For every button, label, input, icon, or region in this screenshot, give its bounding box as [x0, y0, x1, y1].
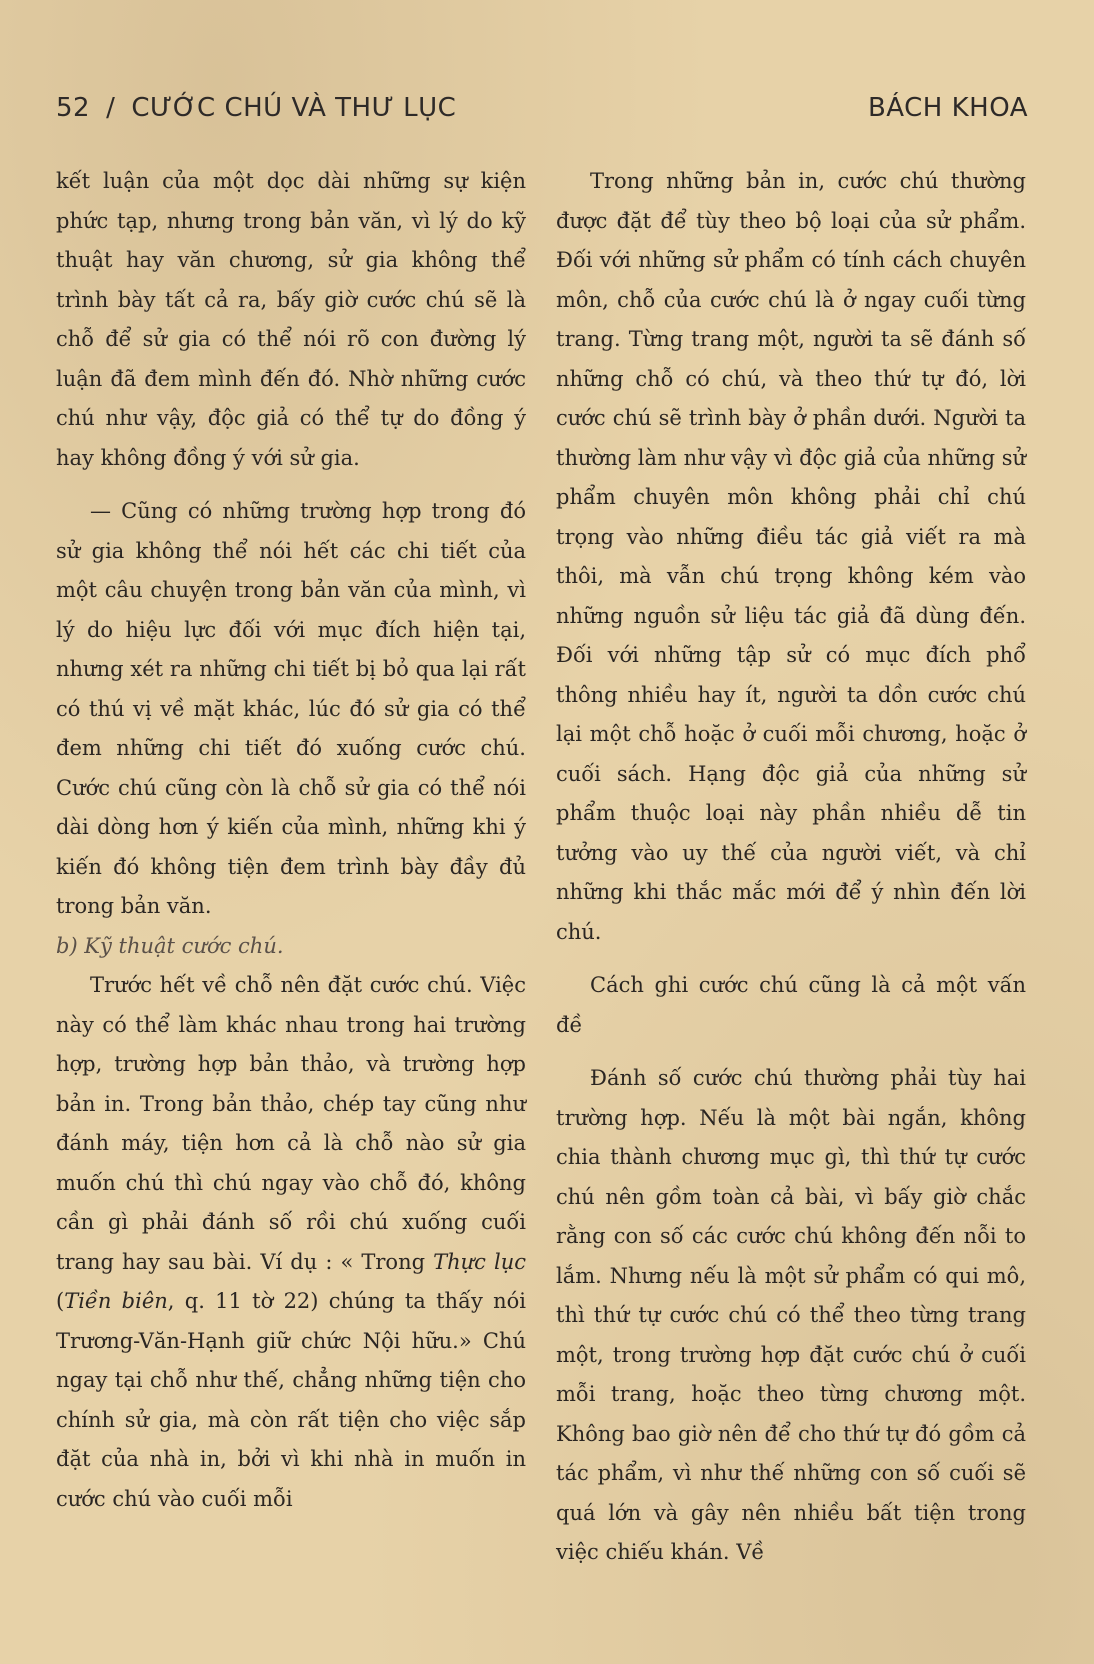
paragraph-placement — [56, 966, 526, 1519]
paragraph-printed-editions: Trong những bản in, cước chú thường được đặt để tùy theo bộ loại của sử phẩm. Đối với những sử phẩm có tính cách chuyên môn, chỗ của cước chú là ở ngay cuối từng trang. Từng trang một, người ta sẽ đánh số những chỗ có chú, và theo thứ tự đó, lời cước chú sẽ trình bày ở phần dưới. Người ta thường làm như vậy vì độc giả của những sử phẩm chuyên môn không phải chỉ chú trọng vào những điều tác giả viết ra mà thôi, mà vẫn chú trọng không kém vào những nguồn sử liệu tác giả đã dùng đến. Đối với những tập sử có mục đích phổ thông nhiều hay ít, người ta dồn cước chú lại một chỗ hoặc ở cuối mỗi chương, hoặc ở cuối sách. Hạng độc giả của những sử phẩm thuộc loại này phần nhiều dễ tin tưởng vào uy thế của người viết, và chỉ những khi thắc mắc mới để ý nhìn đến lời chú. — [556, 169, 1026, 944]
subheading-technique: b) Kỹ thuật cước chú. — [56, 933, 284, 958]
paragraph-details: — Cũng có những trường hợp trong đó sử gia không thể nói hết các chi tiết của một câu chuyện trong bản văn của mình, vì lý do hiệu lực đối với mục đích hiện tại, nhưng xét ra những chi tiết bị bỏ qua lại rất có thú vị về mặt khác, lúc đó sử gia có thể đem những chi tiết đó xuống cước chú. Cước chú cũng còn là chỗ sử gia có thể nói dài dòng hơn ý kiến của mình, những khi ý kiến đó không tiện đem trình bày đầy đủ trong bản văn. — [56, 499, 526, 918]
header-left — [56, 93, 456, 123]
right-column — [556, 162, 1026, 1573]
paragraph-numbering: Đánh số cước chú thường phải tùy hai trường hợp. Nếu là một bài ngắn, không chia thành chương mục gì, thì thứ tự cước chú nên gồm toàn cả bài, vì bấy giờ chắc rằng con số các cước chú không đến nỗi to lắm. Nhưng nếu là một sử phẩm có qui mô, thì thứ tự cước chú có thể theo từng trang một, trong trường hợp đặt cước chú ở cuối mỗi trang, hoặc theo từng chương một. Không bao giờ nên để cho thứ tự đó gồm cả tác phẩm, vì như thế những con số cuối sẽ quá lớn và gây nên nhiều bất tiện trong việc chiếu khán. Về — [556, 1066, 1026, 1564]
paragraph-conclusion: kết luận của một dọc dài những sự kiện phức tạp, nhưng trong bản văn, vì lý do kỹ thuật hay văn chương, sử gia không thể trình bày tất cả ra, bấy giờ cước chú sẽ là chỗ để sử gia có thể nói rõ con đường lý luận đã đem mình đến đó. Nhờ những cước chú như vậy, độc giả có thể tự do đồng ý hay không đồng ý với sử gia. — [56, 169, 526, 470]
placement-text-paren: ( — [56, 1289, 65, 1313]
left-column — [56, 162, 526, 1519]
publication-name: BÁCH KHOA — [867, 93, 1028, 123]
placement-text-start: Trước hết về chỗ nên đặt cước chú. Việc này có thể làm khác nhau trong hai trường hợp, trường hợp bản thảo, và trường hợp bản in. Trong bản thảo, chép tay cũng như đánh máy, tiện hơn cả là chỗ nào sử gia muốn chú thì chú ngay vào chỗ đó, không cần gì phải đánh số rồi chú xuống cuối trang hay sau bài. Ví dụ : « Trong — [56, 973, 526, 1274]
page-number: 52 — [56, 93, 91, 123]
section-title: CƯỚC CHÚ VÀ THƯ LỤC — [131, 93, 457, 123]
header-separator: / — [106, 93, 116, 123]
running-header — [56, 88, 1028, 128]
book-title-thuc-luc: Thực lục — [433, 1249, 526, 1274]
book-title-tien-bien: Tiền biên — [64, 1289, 168, 1313]
placement-text-end: , q. 11 tờ 22) chúng ta thấy nói Trương-Văn-Hạnh giữ chức Nội hữu.» Chú ngay tại chỗ như thế, chẳng những tiện cho chính sử gia, mà còn rất tiện cho việc sắp đặt của nhà in, bởi vì khi nhà in muốn in cước chú vào cuối mỗi — [56, 1289, 526, 1511]
paragraph-notation: Cách ghi cước chú cũng là cả một vấn đề — [556, 973, 1026, 1037]
